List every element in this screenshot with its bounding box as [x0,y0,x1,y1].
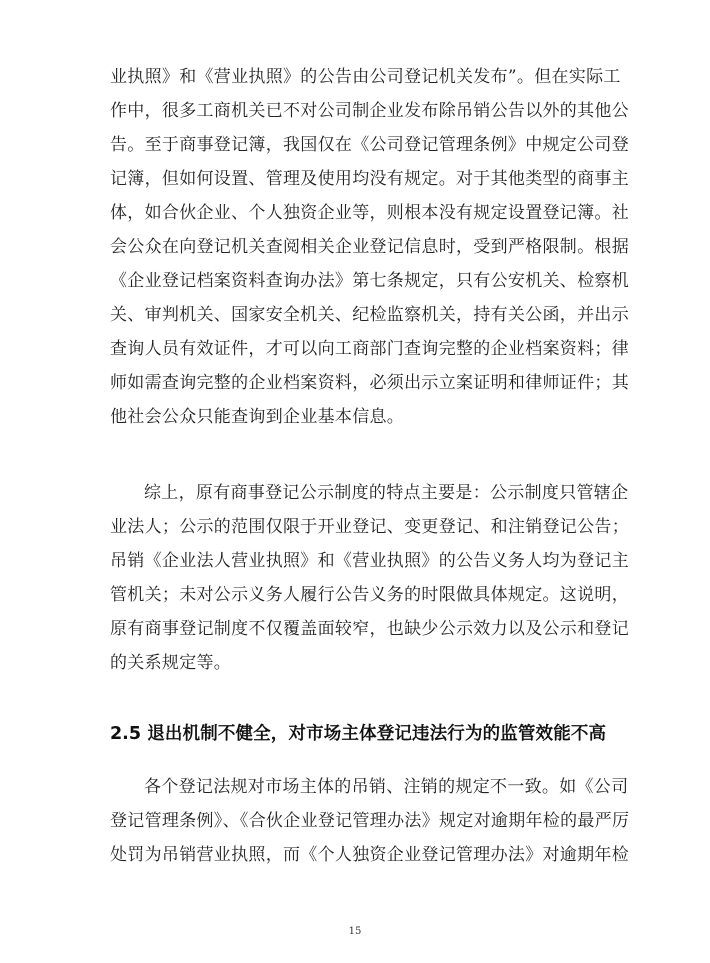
text-line: 《企业登记档案资料查询办法》第七条规定，只有公安机关、检察机 [110,271,629,291]
text-line: 业执照》和《营业执照》的公告由公司登记机关发布”。但在实际工 [110,67,621,87]
text-line: 查询人员有效证件，才可以向工商部门查询完整的企业档案资料；律 [110,339,629,359]
text-line: 业法人；公示的范围仅限于开业登记、变更登记、和注销登记公告； [110,517,629,537]
paragraph-2 [110,476,629,680]
text-line: 的关系规定等。 [110,653,232,673]
text-line: 他社会公众只能查询到企业基本信息。 [110,407,405,427]
paragraph-3 [110,770,630,872]
text-line: 告。至于商事登记簿，我国仅在《公司登记管理条例》中规定公司登 [110,135,629,155]
text-line: 管机关；未对公示义务人履行公告义务的时限做具体规定。这说明， [110,585,629,605]
section-heading: 2.5 退出机制不健全，对市场主体登记违法行为的监管效能不高 [110,724,606,744]
text-line: 登记管理条例》、《合伙企业登记管理办法》规定对逾期年检的最严厉 [110,811,630,831]
text-line: 会公众在向登记机关查阅相关企业登记信息时，受到严格限制。根据 [110,237,629,257]
page-number: 15 [348,926,362,937]
text-line: 吊销《企业法人营业执照》和《营业执照》的公告义务人均为登记主 [110,551,629,571]
paragraph-1 [110,60,629,434]
text-line: 处罚为吊销营业执照，而《个人独资企业登记管理办法》对逾期年检 [110,845,629,865]
text-line: 原有商事登记制度不仅覆盖面较窄，也缺少公示效力以及公示和登记 [110,619,629,639]
text-line: 作中，很多工商机关已不对公司制企业发布除吊销公告以外的其他公 [110,101,629,121]
text-line: 师如需查询完整的企业档案资料，必须出示立案证明和律师证件；其 [110,373,629,393]
text-line: 关、审判机关、国家安全机关、纪检监察机关，持有关公函，并出示 [110,305,629,325]
text-line: 体，如合伙企业、个人独资企业等，则根本没有规定设置登记簿。社 [110,203,629,223]
text-line: 各个登记法规对市场主体的吊销、注销的规定不一致。如《公司 [144,777,629,797]
text-line: 记簿，但如何设置、管理及使用均没有规定。对于其他类型的商事主 [110,169,629,189]
text-line: 综上，原有商事登记公示制度的特点主要是：公示制度只管辖企 [144,483,629,503]
